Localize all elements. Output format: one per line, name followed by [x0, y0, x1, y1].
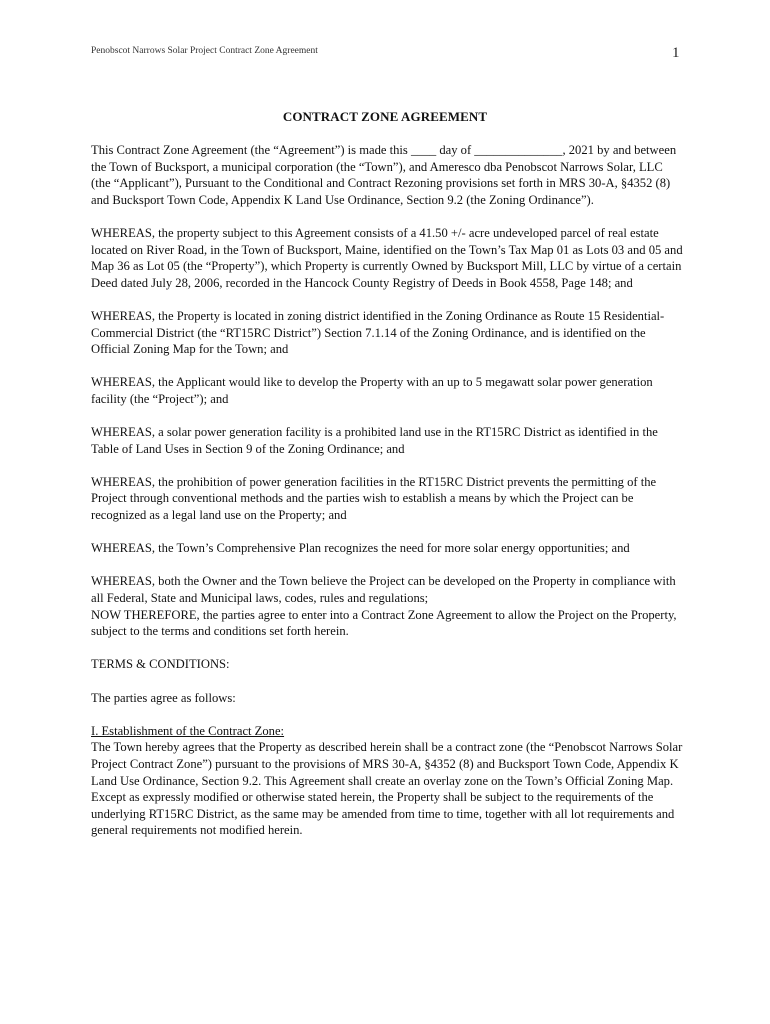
whereas-property-paragraph: WHEREAS, the property subject to this Agreement consists of a 41.50 +/- acre undeveloped parcel of real estate located on River Road, in the Town of Bucksport, Maine, identified on the Town’s Tax Map 01 as Lots 03 and 05 and Map 36 as Lot 05 (the “Property”), which Property is currently Owned by Bucksport Mill, LLC by virtue of a certain Deed dated July 28, 2006, recorded in the Hancock County Registry of Deeds in Book 4558, Page 148; and	[91, 225, 683, 290]
page-number: 1	[672, 45, 680, 61]
document-body	[91, 142, 683, 856]
intro-paragraph: This Contract Zone Agreement (the “Agreement”) is made this ____ day of ______________, 2021 by and between the Town of Bucksport, a municipal corporation (the “Town”), and Ameresco dba Penobscot Narrows Solar, LLC (the “Applicant”), Pursuant to the Conditional and Contract Rezoning provisions set forth in MRS 30-A, §4352 (8) and Bucksport Town Code, Appendix K Land Use Ordinance, Section 9.2 (the Zoning Ordinance”).	[91, 143, 677, 207]
whereas-comprehensive-plan-paragraph: WHEREAS, the Town’s Comprehensive Plan recognizes the need for more solar energy opportunities; and	[91, 541, 630, 556]
whereas-compliance-paragraph: WHEREAS, both the Owner and the Town believe the Project can be developed on the Property in compliance with all Federal, State and Municipal laws, codes, rules and regulations;	[91, 574, 676, 606]
section-heading: I. Establishment of the Contract Zone:	[91, 723, 285, 738]
whereas-applicant-paragraph: WHEREAS, the Applicant would like to develop the Property with an up to 5 megawatt solar power generation facility (the “Project”); and	[91, 375, 653, 406]
now-therefore-paragraph: NOW THEREFORE, the parties agree to enter into a Contract Zone Agreement to allow the Project on the Property, subject to the terms and conditions set forth herein.	[91, 607, 677, 639]
parties-agree-paragraph: The parties agree as follows:	[91, 690, 236, 705]
running-header: Penobscot Narrows Solar Project Contract Zone Agreement	[91, 46, 318, 56]
section-body: The Town hereby agrees that the Property as described herein shall be a contract zone (the “Penobscot Narrows Solar Project Contract Zone”) pursuant to the provisions of MRS 30-A, §4352 (8) and Bucksport Town Code, Appendix K Land Use Ordinance, Section 9.2. This Agreement shall create an overlay zone on the Town’s Official Zoning Map. Except as expressly modified or otherwise stated herein, the Property shall be subject to the requirements of the underlying RT15RC District, as the same may be amended from time to time, together with all lot requirements and general requirements not modified herein.	[91, 740, 683, 838]
terms-conditions-heading: TERMS & CONDITIONS:	[91, 657, 230, 672]
whereas-zoning-paragraph: WHEREAS, the Property is located in zoning district identified in the Zoning Ordinance as Route 15 Residential-Commercial District (the “RT15RC District”) Section 7.1.14 of the Zoning Ordinance, and is identified on the Official Zoning Map for the Town; and	[91, 308, 665, 357]
whereas-prohibition-paragraph: WHEREAS, the prohibition of power generation facilities in the RT15RC District prevents the permitting of the Project through conventional methods and the parties wish to establish a means by which the Project can be recognized as a legal land use on the Property; and	[91, 474, 657, 523]
document-title: CONTRACT ZONE AGREEMENT	[282, 109, 488, 124]
whereas-prohibited-paragraph: WHEREAS, a solar power generation facility is a prohibited land use in the RT15RC District as identified in the Table of Land Uses in Section 9 of the Zoning Ordinance; and	[91, 425, 658, 456]
